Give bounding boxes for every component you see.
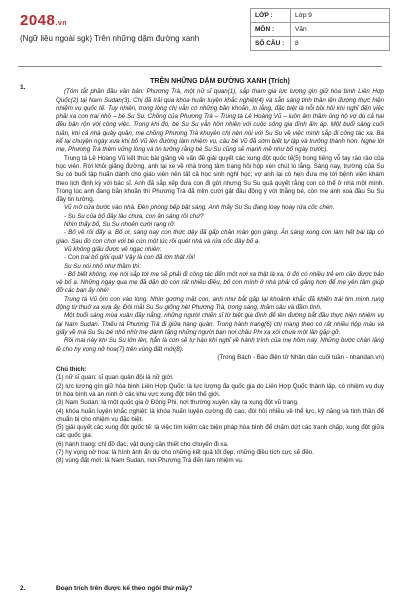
passage-paragraph: Su Su nói nhỏ như thầm thì: (64, 262, 142, 270)
question-1-content (56, 78, 384, 466)
meta-label: LỚP : (251, 9, 291, 23)
passage-source: (Trong Bách - Báo điện tử Nhân dân cuối tuần - nhandan.vn) (217, 353, 384, 361)
note-item: (1) nữ sĩ quan: sĩ quan quân đội là nữ giới. (56, 374, 174, 382)
note-item: (6) hành trang: chỉ đồ đạc, vật dụng cần thiết cho chuyến đi xa. (56, 440, 229, 448)
page-header (0, 0, 400, 66)
question-2-text: Đoạn trích trên được kể theo ngôi thứ mấy? (56, 585, 193, 592)
meta-row-subject (251, 23, 390, 37)
meta-row-class (251, 9, 390, 23)
meta-label: SỐ CÂU : (251, 37, 291, 51)
passage-paragraph: Trung tá Lê Hoàng Vũ kết thúc bài giảng về vấn đề giải quyết các xung đột quốc tế(5) trong tiếng vỗ tay rào rào của học viên. Rời khỏi giảng đường, anh lại xe về nhà trong tâm trạng hồi hộp xen chút lo lắng. Sáng nay, trường của Su Su có buổi tập huấn dành cho giáo viên nên tất cả học sinh nghỉ học; vợ anh lại có hẹn đưa mẹ tới bệnh viện khám theo lịch định kỳ với bác sĩ. Anh đã sắp xếp đưa con đi gửi nhưng Su Su quả quyết rằng con có thể ở nhà một mình. Trong lúc anh đang băn khoăn thì Phương Trà đã mỉm cười gật đầu đồng ý với thằng bé, còn mẹ anh xoa đầu Su Su đầy tin tưởng. (56, 154, 384, 204)
passage-paragraph: Nhìn thấy bố, Su Su nhoẻn cười rạng rỡ: (64, 221, 176, 229)
passage-paragraph: Trung tá Vũ ôm con vào lòng. Nhìn gương mặt con, anh như bắt gặp lại khoảnh khắc đã khiến trái tim mình rung động từ thuở xa xưa ấy. Đôi mắt Su Su giống hệt Phương Trà, trong sáng, thăm sâu và đầm tình. (56, 295, 384, 312)
question-number: 2. (20, 585, 26, 592)
passage-paragraph: - Con trai bố giỏi quá! Vậy là con đã lớn thật rồi! (64, 254, 196, 262)
passage-paragraph: Vũ mở cửa bước vào nhà. Đèn phòng bếp bật sáng. Anh thấy Su Su đang loay hoay rửa cốc chén. (64, 204, 335, 212)
notes-title: Chú thích: (56, 366, 87, 374)
note-item: (7) hy vọng nở hoa: là hình ảnh ẩn dụ cho những kết quả tốt đẹp, những điều tích cực sẽ đến. (56, 449, 314, 457)
note-item: (8) vùng đất mới: là Nam Sudan, nơi Phương Trà đến làm nhiệm vụ. (56, 457, 244, 465)
meta-value: Văn (291, 23, 390, 37)
note-item: (4) khóa huấn luyện khắc nghiệt: là khóa huấn luyện cường độ cao, đòi hỏi nhiều về thể lực, kỹ năng và tinh thần để chuẩn bị cho nhiệm vụ đặc biệt. (56, 407, 384, 423)
passage-title: TRÊN NHỮNG DẶM ĐƯỜNG XANH (Trích) (150, 78, 290, 85)
passage-paragraph: - Su Su của bố đây lâu chưa, con ăn sáng rồi chứ? (64, 212, 204, 220)
meta-value: 8 (291, 37, 390, 51)
passage-summary: (Tóm tắt phần đầu văn bản: Phương Trà, một nữ sĩ quan(1), sắp tham gia lực lượng gìn giữ hòa bình Liên Hợp Quốc(2) tại Nam Sudan(3). Chị đã trải qua khóa huấn luyện khắc nghiệt(4) và sẵn sàng tinh thần lên đường thực hiện nhiệm vụ quốc tế. Tuy nhiên, trong lòng chị vẫn có những băn khoăn, lo lắng, đặc biệt là nỗi bồi hồi khi nghĩ đến việc phải xa con trai nhỏ – bé Su Su. Chồng của Phương Trà – Trung tá Lê Hoàng Vũ – luôn âm thầm ủng hộ vợ dù cả hai đều bận rộn với công việc. Trong khi đó, bé Su Su vẫn hồn nhiên với cuộc sống gia đình ấm áp. Một buổi sáng cuối tuần, khi cả nhà quây quần, mẹ chồng Phương Trà khuyên chị nên nói với Su Su về việc mình sắp đi công tác xa. Bà kể lại chuyện ngày xưa khi bố Vũ lên đường làm nhiệm vụ, cậu bé Vũ đã sớm biết tự lập và trưởng thành hơn. Nghe lời mẹ, Phương Trà thêm vững lòng và tin tưởng rằng bé Su Su cũng sẽ mạnh mẽ như bố ngày trước). (56, 88, 384, 154)
meta-table (250, 8, 390, 51)
brand-tld: .vn (55, 20, 67, 27)
document-subtitle: (Ngữ liệu ngoài sgk) Trên những dặm đường xanh (20, 34, 200, 43)
note-item: (3) Nam Sudan: là một quốc gia ở Đông Phi, nơi thường xuyên xảy ra xung đột vũ trang. (56, 399, 299, 407)
passage-paragraph: - Bố biết không, mẹ nói sắp tới mẹ sẽ phải đi công tác đến một nơi xa thật là xa, ở đó có nhiều trẻ em cần được bảo vệ bố ạ. Những ngày qua mẹ đã dặn dò con rất nhiều điều, bố con mình ở nhà phải cố gắng hơn để mẹ yên tâm giúp đỡ các bạn ấy nhé! (56, 270, 384, 295)
passage-paragraph: Vũ không giấu được vẻ ngạc nhiên: (64, 245, 162, 253)
note-item: (2) lực lượng gìn giữ hòa bình Liên Hợp Quốc: là lực lượng đa quốc gia do Liên Hợp Quốc thành lập, có nhiệm vụ duy trì hòa bình và an ninh ở các khu vực xung đột trên thế giới. (56, 382, 384, 398)
meta-value: Lớp 9 (291, 9, 390, 23)
brand-name: 2048 (20, 12, 56, 29)
passage-paragraph: Một buổi sáng mùa xuân đầy nắng, những người chiến sĩ từ biệt gia đình để lên đường bắt đầu thực hiện nhiệm vụ tại Nam Sudan. Thiếu tá Phương Trà đi giữa hàng quân. Trong hành trang(6) chị mang theo có rất nhiều hộp màu và giấy vẽ mà Su Su bé nhỏ nhờ mẹ dành tặng những người bạn nơi châu Phi xa xôi chưa một lần gặp gỡ. (56, 312, 384, 336)
meta-label: MÔN : (251, 23, 291, 37)
passage-paragraph: - Bố về rồi đấy ạ. Bố ơi, sáng nay con thức dậy đã gấp chăn màn gọn gàng. Ăn sáng xong con làm hết bài tập có giao. Sau đó con chơi với bé cún một lúc rồi quét nhà và rửa cốc đây bố ạ. (56, 229, 384, 245)
meta-row-count (251, 37, 390, 51)
site-logo[interactable] (20, 12, 67, 29)
note-item: (5) giải quyết các xung đột quốc tế: là việc tìm kiếm các biện pháp hòa bình để chấm dứt các tranh chấp, xung đột giữa các quốc gia. (56, 424, 384, 440)
question-number: 1. (20, 84, 26, 91)
passage-paragraph: Rồi mai này khi Su Su lớn lên, hẳn là con sẽ tự hào khi nghĩ về hành trình của mẹ hôm nay. Những bước chân lặng lẽ cho hy vọng nở hoa(7) trên vùng đất mới(8). (56, 337, 384, 353)
header-divider (18, 66, 382, 67)
